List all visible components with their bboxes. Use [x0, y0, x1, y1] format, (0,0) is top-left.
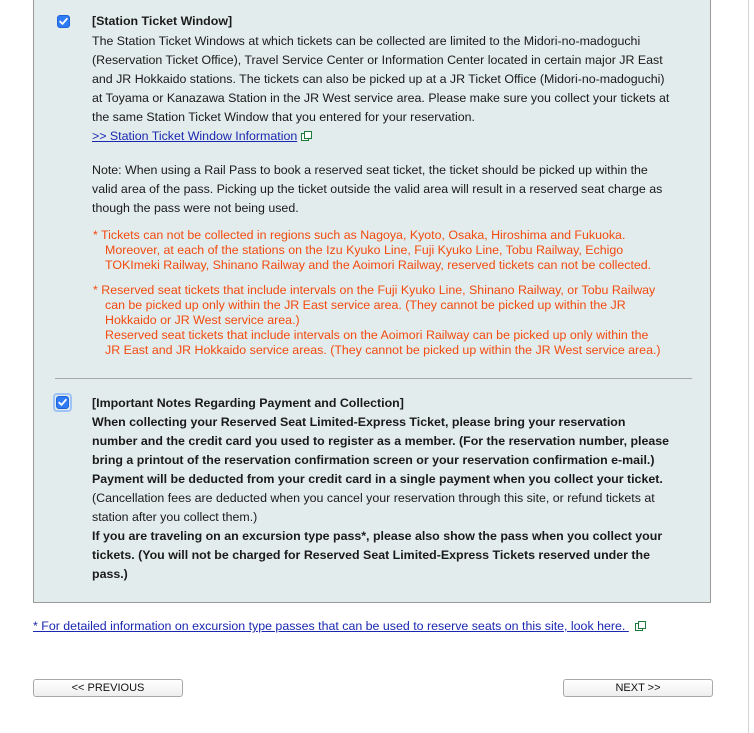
warning-regions-line: TOKImeki Railway, Shinano Railway and the Aoimori Railway, reserved tickets can not be collected.	[105, 258, 652, 272]
warning-regions-line: * Tickets can not be collected in regions such as Nagoya, Kyoto, Osaka, Hiroshima and Fukuoka.	[93, 228, 626, 242]
station-ticket-window-title: [Station Ticket Window]	[92, 14, 233, 28]
footnote-row	[33, 617, 644, 636]
checkmark-icon	[58, 16, 69, 27]
station-paragraph-line: and JR Hokkaido stations. The tickets can also be picked up at a JR Ticket Office (Midori-no-madoguchi)	[92, 72, 665, 86]
rail-pass-note-line: valid area of the pass. Picking up the ticket outside the valid area will result in a reserved seat charge as	[92, 182, 663, 196]
payment-bold-line: number and the credit card you used to register as a member. (For the reservation number, please	[92, 434, 670, 448]
checkmark-icon	[57, 397, 68, 408]
station-paragraph-line: The Station Ticket Windows at which tickets can be collected are limited to the Midori-no-madoguchi	[92, 34, 641, 48]
cancellation-fee-line: station after you collect them.)	[92, 510, 258, 524]
section-divider	[55, 378, 692, 379]
excursion-pass-line: pass.)	[92, 567, 128, 581]
payment-bold-line: Payment will be deducted from your credit card in a single payment when you collect your ticket.	[92, 472, 663, 486]
payment-collection-title: [Important Notes Regarding Payment and Collection]	[92, 396, 404, 410]
station-ticket-window-checkbox[interactable]	[57, 15, 70, 28]
warning-pickup-area-line: JR East and JR Hokkaido service areas. (They cannot be picked up within the JR West service area.)	[105, 343, 661, 357]
warning-pickup-area-line: Reserved seat tickets that include intervals on the Aoimori Railway can be picked up only within the	[105, 328, 649, 342]
next-button[interactable]: NEXT >>	[563, 679, 713, 697]
station-paragraph-line: the same Station Ticket Window that you entered for your reservation.	[92, 110, 475, 124]
excursion-pass-line: tickets. (You will not be charged for Reserved Seat Limited-Express Tickets reserved under the	[92, 548, 650, 562]
payment-collection-checkbox[interactable]	[56, 396, 69, 409]
external-link-icon	[301, 131, 310, 140]
station-paragraph-line: at Toyama or Kanazawa Station in the JR West service area. Please make sure you collect your tickets at	[92, 91, 670, 105]
warning-pickup-area-line: can be picked up only within the JR East service area. (They cannot be picked up within the JR	[105, 298, 626, 312]
station-paragraph-line: (Reservation Ticket Office), Travel Service Center or Information Center located in certain major JR East	[92, 53, 663, 67]
excursion-pass-line: If you are traveling on an excursion type pass*, please also show the pass when you collect your	[92, 529, 663, 543]
previous-button[interactable]: << PREVIOUS	[33, 679, 183, 697]
external-link-icon	[635, 621, 644, 630]
payment-bold-line: When collecting your Reserved Seat Limited-Express Ticket, please bring your reservation	[92, 415, 626, 429]
warning-pickup-area-line: Hokkaido or JR West service area.)	[105, 313, 300, 327]
station-ticket-window-info-link[interactable]: >> Station Ticket Window Information	[92, 129, 298, 143]
station-info-link-row	[92, 127, 310, 146]
warning-pickup-area-line: * Reserved seat tickets that include intervals on the Fuji Kyuko Line, Shinano Railway, or Tobu Railway	[93, 283, 656, 297]
page-right-border	[748, 0, 749, 733]
rail-pass-note-line: Note: When using a Rail Pass to book a reserved seat ticket, the ticket should be picked up within the	[92, 163, 648, 177]
warning-regions-line: Moreover, at each of the stations on the Izu Kyuko Line, Fuji Kyuko Line, Tobu Railway, Echigo	[105, 243, 624, 257]
payment-bold-line: bring a printout of the reservation confirmation screen or your reservation confirmation e-mail.)	[92, 453, 655, 467]
rail-pass-note-line: though the pass were not being used.	[92, 201, 299, 215]
excursion-pass-info-link[interactable]: * For detailed information on excursion type passes that can be used to reserve seats on this site, look here.	[33, 619, 629, 633]
cancellation-fee-line: (Cancellation fees are deducted when you cancel your reservation through this site, or refund tickets at	[92, 491, 655, 505]
